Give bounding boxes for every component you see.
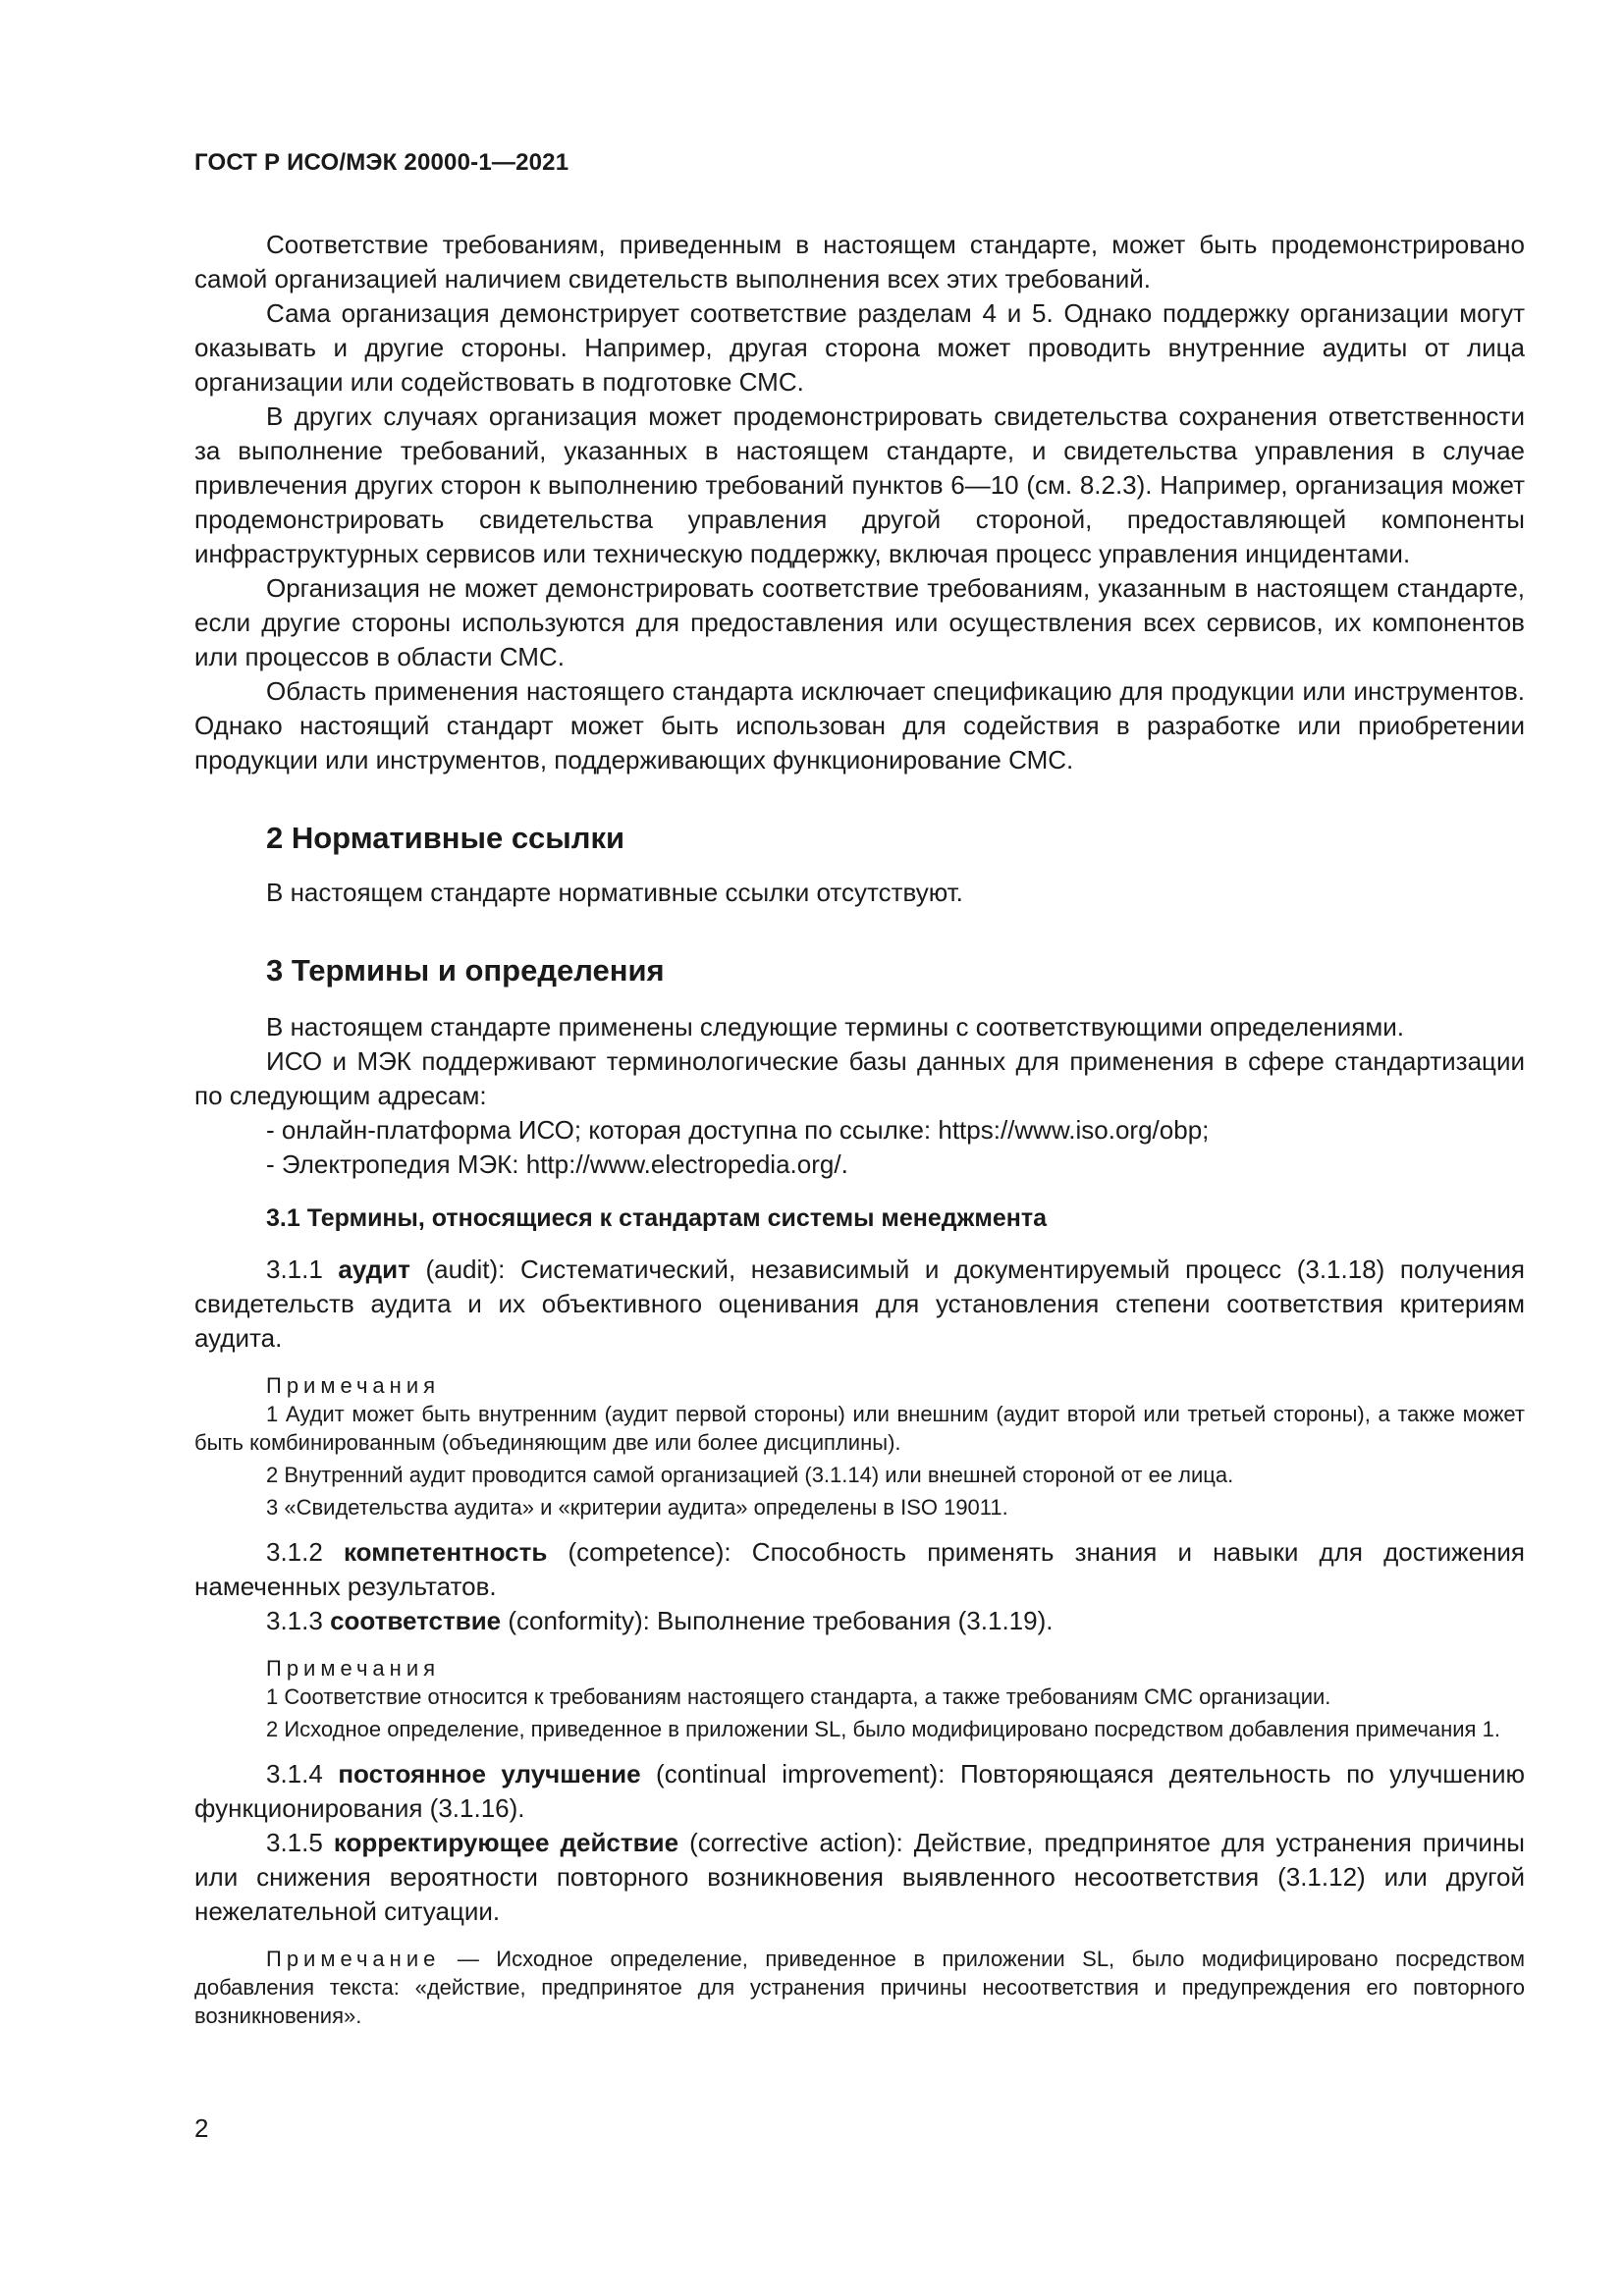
- intro-paragraph: Организация не может демонстрировать соответствие требованиям, указанным в настоящем стандарте, если другие стороны используются для предоставления или осуществления всех сервисов, их компонентов или процессов в области СМС.: [194, 573, 1525, 671]
- single-note: [194, 1945, 1525, 2030]
- section-3-paragraph: В настоящем стандарте применены следующие термины с соответствующими определениями.: [266, 1012, 1405, 1041]
- term-definition: (audit): Систематический, независимый и документируемый процесс (3.1.18) получения свидетельств аудита и их объективного оценивания для установления степени соответствия критериям аудита.: [194, 1255, 1525, 1353]
- term-number: 3.1.1: [266, 1255, 339, 1284]
- term-3-1-4: [194, 1757, 1525, 1826]
- note-text: — Исходное определение, приведенное в приложении SL, было модифицировано посредством добавления текста: «действие, предпринятое для устранения причины несоответствия и предупреждения его повторного возникновения».: [194, 1947, 1525, 2028]
- note-label: Примечание: [266, 1947, 441, 1971]
- document-body: [194, 228, 1525, 2030]
- term-number: 3.1.5: [266, 1828, 334, 1857]
- term-name: постоянное улучшение: [338, 1759, 641, 1789]
- term-3-1-3: [194, 1604, 1525, 1638]
- term-definition: (competence): Способность применять знания и навыки для достижения намеченных результатов.: [194, 1537, 1525, 1601]
- term-3-1-1: [194, 1253, 1525, 1356]
- notes-label: Примечания: [266, 1656, 441, 1681]
- page-number: 2: [194, 2113, 209, 2143]
- section-2-heading: 2 Нормативные ссылки: [266, 821, 625, 855]
- notes-label: Примечания: [266, 1373, 441, 1398]
- section-2-text: В настоящем стандарте нормативные ссылки отсутствуют.: [266, 878, 963, 907]
- term-definition: (conformity): Выполнение требования (3.1.19).: [501, 1606, 1054, 1635]
- document-header: ГОСТ Р ИСО/МЭК 20000-1—2021: [194, 149, 569, 176]
- note-item: 1 Аудит может быть внутренним (аудит первой стороны) или внешним (аудит второй или третьей стороны), а также может быть комбинированным (объединяющим две или более дисциплины).: [194, 1402, 1525, 1455]
- term-3-1-2: [194, 1535, 1525, 1604]
- term-3-1-5: [194, 1826, 1525, 1929]
- note-item: 3 «Свидетельства аудита» и «критерии аудита» определены в ISO 19011.: [266, 1495, 1008, 1520]
- section-3-heading: 3 Термины и определения: [266, 953, 665, 988]
- note-item: 1 Соответствие относится к требованиям настоящего стандарта, а также требованиям СМС организации.: [266, 1684, 1331, 1709]
- term-name: компетентность: [343, 1537, 548, 1567]
- intro-paragraph: Соответствие требованиям, приведенным в настоящем стандарте, может быть продемонстрировано самой организацией наличием свидетельств выполнения всех этих требований.: [194, 230, 1525, 294]
- term-definition: (continual improvement): Повторяющаяся деятельность по улучшению функционирования (3.1.16).: [194, 1759, 1525, 1823]
- note-item: 2 Исходное определение, приведенное в приложении SL, было модифицировано посредством добавления примечания 1.: [266, 1717, 1500, 1741]
- intro-paragraph: Область применения настоящего стандарта исключает спецификацию для продукции или инструментов. Однако настоящий стандарт может быть использован для содействия в разработке или приобретении продукции или инструментов, поддерживающих функционирование СМС.: [194, 676, 1525, 774]
- intro-paragraph: Сама организация демонстрирует соответствие разделам 4 и 5. Однако поддержку организации могут оказывать и другие стороны. Например, другая сторона может проводить внутренние аудиты от лица организации или содействовать в подготовке СМС.: [194, 298, 1525, 397]
- term-name: соответствие: [330, 1606, 502, 1635]
- list-item: - Электропедия МЭК: http://www.electropedia.org/.: [266, 1149, 848, 1179]
- term-number: 3.1.4: [266, 1759, 339, 1789]
- list-item: - онлайн-платформа ИСО; которая доступна по ссылке: https://www.iso.org/obp;: [266, 1115, 1210, 1145]
- subsection-3-1-heading: 3.1 Термины, относящиеся к стандартам системы менеджмента: [266, 1204, 1048, 1232]
- term-name: корректирующее действие: [333, 1828, 679, 1857]
- section-3-paragraph: ИСО и МЭК поддерживают терминологические базы данных для применения в сфере стандартизации по следующим адресам:: [194, 1046, 1525, 1110]
- intro-paragraph: В других случаях организация может продемонстрировать свидетельства сохранения ответственности за выполнение требований, указанных в настоящем стандарте, и свидетельства управления в случае привлечения других сторон к выполнению требований пунктов 6—10 (см. 8.2.3). Например, организация может продемонстрировать свидетельства управления другой стороной, предоставляющей компоненты инфраструктурных сервисов или техническую поддержку, включая процесс управления инцидентами.: [194, 401, 1525, 568]
- term-number: 3.1.2: [266, 1537, 344, 1567]
- note-item: 2 Внутренний аудит проводится самой организацией (3.1.14) или внешней стороной от ее лица.: [266, 1463, 1234, 1487]
- term-name: аудит: [338, 1255, 410, 1284]
- term-definition: (corrective action): Действие, предпринятое для устранения причины или снижения вероятности повторного возникновения выявленного несоответствия (3.1.12) или другой нежелательной ситуации.: [194, 1828, 1525, 1926]
- term-number: 3.1.3: [266, 1606, 331, 1635]
